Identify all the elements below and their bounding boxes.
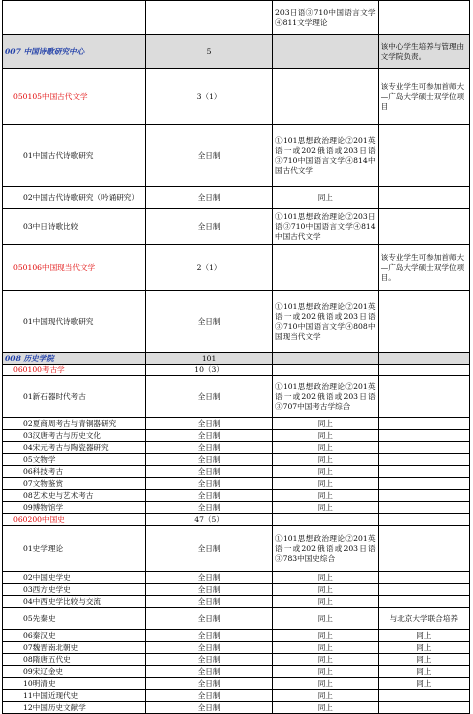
direction-name: 07文物鉴赏 bbox=[3, 478, 146, 490]
direction-note bbox=[378, 187, 469, 209]
exam-subjects: 同上 bbox=[273, 608, 379, 630]
major-quota: 47（5） bbox=[146, 514, 273, 526]
direction-note: 同上 bbox=[378, 630, 469, 642]
table-row bbox=[3, 490, 470, 502]
direction-note bbox=[378, 596, 469, 608]
department-name: 008 历史学院 bbox=[3, 353, 146, 365]
table-row bbox=[3, 69, 470, 125]
name-cell bbox=[3, 1, 146, 35]
department-quota: 101 bbox=[146, 353, 273, 365]
study-mode: 全日制 bbox=[146, 584, 273, 596]
exam-subjects: 同上 bbox=[273, 630, 379, 642]
direction-note: 同上 bbox=[378, 678, 469, 690]
exam-subjects: 同上 bbox=[273, 642, 379, 654]
study-mode: 全日制 bbox=[146, 291, 273, 353]
direction-name: 04中西史学比较与交流 bbox=[3, 596, 146, 608]
exam-subjects: ①101思想政治理论②201英语一或202俄语或203日语③710中国语言文学④814中国古代文学 bbox=[273, 125, 379, 187]
direction-name: 08隋唐五代史 bbox=[3, 654, 146, 666]
direction-note bbox=[378, 291, 469, 353]
table-row bbox=[3, 478, 470, 490]
direction-name: 01史学理论 bbox=[3, 526, 146, 572]
table-row bbox=[3, 584, 470, 596]
admissions-catalog-table bbox=[2, 0, 470, 714]
exam-subjects: 同上 bbox=[273, 702, 379, 714]
direction-note bbox=[378, 466, 469, 478]
exam-subjects: 同上 bbox=[273, 584, 379, 596]
table-row bbox=[3, 430, 470, 442]
exam-subjects-cell bbox=[273, 353, 379, 365]
direction-note bbox=[378, 418, 469, 430]
table-row bbox=[3, 442, 470, 454]
direction-note bbox=[378, 430, 469, 442]
table-row bbox=[3, 678, 470, 690]
table-row bbox=[3, 630, 470, 642]
direction-note bbox=[378, 376, 469, 418]
study-mode: 全日制 bbox=[146, 454, 273, 466]
note-cell bbox=[378, 1, 469, 35]
table-row bbox=[3, 125, 470, 187]
direction-name: 10明清史 bbox=[3, 678, 146, 690]
exam-subjects: 同上 bbox=[273, 478, 379, 490]
study-mode: 全日制 bbox=[146, 376, 273, 418]
exam-subjects: 同上 bbox=[273, 690, 379, 702]
exam-subjects: 同上 bbox=[273, 187, 379, 209]
table-row bbox=[3, 608, 470, 630]
exam-subjects: ①101思想政治理论②201英语一或202俄语或203日语③710中国语言文学④808中国现当代文学 bbox=[273, 291, 379, 353]
direction-name: 03西方史学史 bbox=[3, 584, 146, 596]
direction-name: 11中国近现代史 bbox=[3, 690, 146, 702]
table-row bbox=[3, 418, 470, 430]
exam-subjects-cell bbox=[273, 69, 379, 125]
direction-note: 同上 bbox=[378, 654, 469, 666]
direction-note bbox=[378, 442, 469, 454]
exam-subjects: 同上 bbox=[273, 454, 379, 466]
direction-name: 01新石器时代考古 bbox=[3, 376, 146, 418]
department-name: 007 中国诗歌研究中心 bbox=[3, 35, 146, 69]
major-name: 050105中国古代文学 bbox=[3, 69, 146, 125]
exam-subjects: ①101思想政治理论②203日语③710中国语言文学④814中国古代文学 bbox=[273, 209, 379, 245]
study-mode: 全日制 bbox=[146, 666, 273, 678]
direction-note bbox=[378, 584, 469, 596]
study-mode: 全日制 bbox=[146, 608, 273, 630]
exam-subjects: 同上 bbox=[273, 490, 379, 502]
exam-subjects: 同上 bbox=[273, 418, 379, 430]
exam-subjects: 同上 bbox=[273, 596, 379, 608]
study-mode: 全日制 bbox=[146, 678, 273, 690]
table-row bbox=[3, 35, 470, 69]
table-row bbox=[3, 702, 470, 714]
table-row bbox=[3, 365, 470, 376]
direction-name: 03中日诗歌比较 bbox=[3, 209, 146, 245]
direction-note bbox=[378, 690, 469, 702]
direction-note bbox=[378, 454, 469, 466]
exam-subjects-cell: 203日语③710中国语言文学④811文学理论 bbox=[273, 1, 379, 35]
major-name: 060100考古学 bbox=[3, 365, 146, 376]
table-row bbox=[3, 291, 470, 353]
mode-cell bbox=[146, 1, 273, 35]
table-row bbox=[3, 502, 470, 514]
exam-subjects: ①101思想政治理论②201英语一或202俄语或203日语③783中国史综合 bbox=[273, 526, 379, 572]
direction-name: 06科技考古 bbox=[3, 466, 146, 478]
study-mode: 全日制 bbox=[146, 187, 273, 209]
exam-subjects: 同上 bbox=[273, 572, 379, 584]
exam-subjects: 同上 bbox=[273, 666, 379, 678]
direction-note bbox=[378, 702, 469, 714]
exam-subjects: 同上 bbox=[273, 430, 379, 442]
table-row bbox=[3, 642, 470, 654]
major-name: 050106中国现当代文学 bbox=[3, 245, 146, 291]
major-note: 该专业学生可参加首师大—广岛大学硕士双学位项目。 bbox=[378, 245, 469, 291]
direction-name: 02中国史学史 bbox=[3, 572, 146, 584]
table-row bbox=[3, 666, 470, 678]
major-name: 060200中国史 bbox=[3, 514, 146, 526]
study-mode: 全日制 bbox=[146, 596, 273, 608]
table-row bbox=[3, 376, 470, 418]
study-mode: 全日制 bbox=[146, 654, 273, 666]
direction-note bbox=[378, 209, 469, 245]
direction-note bbox=[378, 502, 469, 514]
direction-name: 01中国现代诗歌研究 bbox=[3, 291, 146, 353]
direction-name: 12中国历史文献学 bbox=[3, 702, 146, 714]
direction-note bbox=[378, 526, 469, 572]
study-mode: 全日制 bbox=[146, 442, 273, 454]
study-mode: 全日制 bbox=[146, 502, 273, 514]
table-row bbox=[3, 654, 470, 666]
direction-note bbox=[378, 572, 469, 584]
direction-name: 04宋元考古与陶瓷器研究 bbox=[3, 442, 146, 454]
exam-subjects-cell bbox=[273, 365, 379, 376]
study-mode: 全日制 bbox=[146, 209, 273, 245]
direction-note bbox=[378, 490, 469, 502]
department-note bbox=[378, 353, 469, 365]
direction-name: 09博物馆学 bbox=[3, 502, 146, 514]
exam-subjects: 同上 bbox=[273, 654, 379, 666]
study-mode: 全日制 bbox=[146, 125, 273, 187]
exam-subjects-cell bbox=[273, 35, 379, 69]
study-mode: 全日制 bbox=[146, 418, 273, 430]
department-note: 该中心学生培养与管理由文学院负责。 bbox=[378, 35, 469, 69]
study-mode: 全日制 bbox=[146, 572, 273, 584]
major-quota: 2（1） bbox=[146, 245, 273, 291]
direction-name: 07魏晋南北朝史 bbox=[3, 642, 146, 654]
exam-subjects: ①101思想政治理论②201英语一或202俄语或203日语③707中国考古学综合 bbox=[273, 376, 379, 418]
direction-name: 03汉唐考古与历史文化 bbox=[3, 430, 146, 442]
major-note bbox=[378, 365, 469, 376]
direction-note: 同上 bbox=[378, 642, 469, 654]
direction-note bbox=[378, 125, 469, 187]
direction-name: 02夏商周考古与青铜器研究 bbox=[3, 418, 146, 430]
table-row bbox=[3, 690, 470, 702]
direction-name: 01中国古代诗歌研究 bbox=[3, 125, 146, 187]
table-row bbox=[3, 526, 470, 572]
study-mode: 全日制 bbox=[146, 466, 273, 478]
exam-subjects: 同上 bbox=[273, 442, 379, 454]
exam-subjects: 同上 bbox=[273, 466, 379, 478]
study-mode: 全日制 bbox=[146, 526, 273, 572]
table-row bbox=[3, 514, 470, 526]
table-row bbox=[3, 596, 470, 608]
study-mode: 全日制 bbox=[146, 642, 273, 654]
table-row bbox=[3, 353, 470, 365]
table-row bbox=[3, 245, 470, 291]
direction-name: 09宋辽金史 bbox=[3, 666, 146, 678]
study-mode: 全日制 bbox=[146, 490, 273, 502]
direction-name: 06秦汉史 bbox=[3, 630, 146, 642]
study-mode: 全日制 bbox=[146, 690, 273, 702]
study-mode: 全日制 bbox=[146, 630, 273, 642]
direction-name: 05文物学 bbox=[3, 454, 146, 466]
exam-subjects: 同上 bbox=[273, 502, 379, 514]
major-note bbox=[378, 514, 469, 526]
exam-subjects-cell bbox=[273, 514, 379, 526]
exam-subjects-cell bbox=[273, 245, 379, 291]
study-mode: 全日制 bbox=[146, 702, 273, 714]
table-row bbox=[3, 466, 470, 478]
table-row bbox=[3, 209, 470, 245]
direction-note bbox=[378, 478, 469, 490]
major-quota: 3（1） bbox=[146, 69, 273, 125]
table-row bbox=[3, 454, 470, 466]
major-quota: 10（3） bbox=[146, 365, 273, 376]
study-mode: 全日制 bbox=[146, 478, 273, 490]
direction-name: 05先秦史 bbox=[3, 608, 146, 630]
table-row bbox=[3, 1, 470, 35]
study-mode: 全日制 bbox=[146, 430, 273, 442]
table-row bbox=[3, 572, 470, 584]
direction-name: 02中国古代诗歌研究（吟诵研究） bbox=[3, 187, 146, 209]
exam-subjects: 同上 bbox=[273, 678, 379, 690]
direction-note: 与北京大学联合培养 bbox=[378, 608, 469, 630]
table-row bbox=[3, 187, 470, 209]
direction-note: 同上 bbox=[378, 666, 469, 678]
direction-name: 08艺术史与艺术考古 bbox=[3, 490, 146, 502]
department-quota: 5 bbox=[146, 35, 273, 69]
major-note: 该专业学生可参加首师大—广岛大学硕士双学位项目 bbox=[378, 69, 469, 125]
